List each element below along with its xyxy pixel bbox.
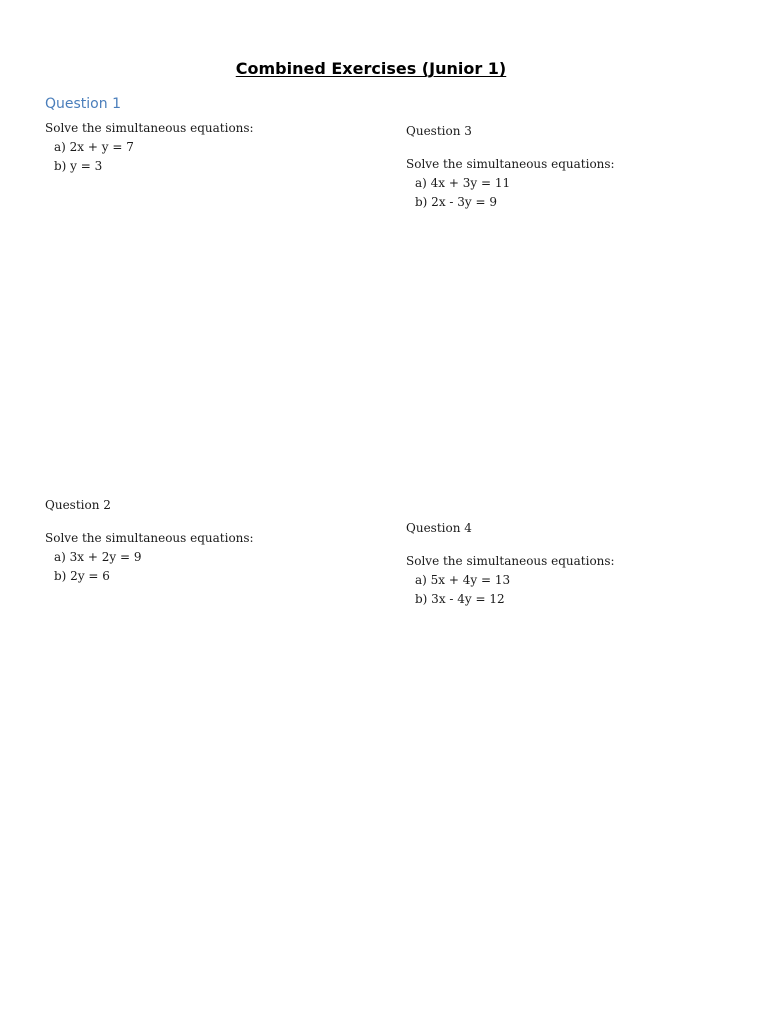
question-4-equation-a: a) 5x + 4y = 13 — [415, 573, 511, 587]
question-3-equation-b: b) 2x - 3y = 9 — [415, 195, 497, 209]
question-2-equation-a: a) 3x + 2y = 9 — [54, 550, 142, 564]
question-4-prompt: Solve the simultaneous equations: — [406, 554, 615, 568]
question-4-body — [406, 552, 615, 609]
question-1-equation-b: b) y = 3 — [54, 159, 103, 173]
question-3-body — [406, 155, 615, 212]
document-title: Combined Exercises (Junior 1) — [235, 59, 507, 78]
question-1-body — [45, 119, 254, 176]
question-2-equation-b: b) 2y = 6 — [54, 569, 110, 583]
question-1-heading: Question 1 — [45, 96, 121, 112]
question-2-body — [45, 529, 254, 586]
question-2-heading: Question 2 — [45, 498, 111, 512]
question-1-equation-a: a) 2x + y = 7 — [54, 140, 134, 154]
question-1-prompt: Solve the simultaneous equations: — [45, 121, 254, 135]
question-4-heading: Question 4 — [406, 521, 472, 535]
question-2-prompt: Solve the simultaneous equations: — [45, 531, 254, 545]
question-3-equation-a: a) 4x + 3y = 11 — [415, 176, 511, 190]
question-3-prompt: Solve the simultaneous equations: — [406, 157, 615, 171]
question-4-equation-b: b) 3x - 4y = 12 — [415, 592, 505, 606]
question-3-heading: Question 3 — [406, 124, 472, 138]
